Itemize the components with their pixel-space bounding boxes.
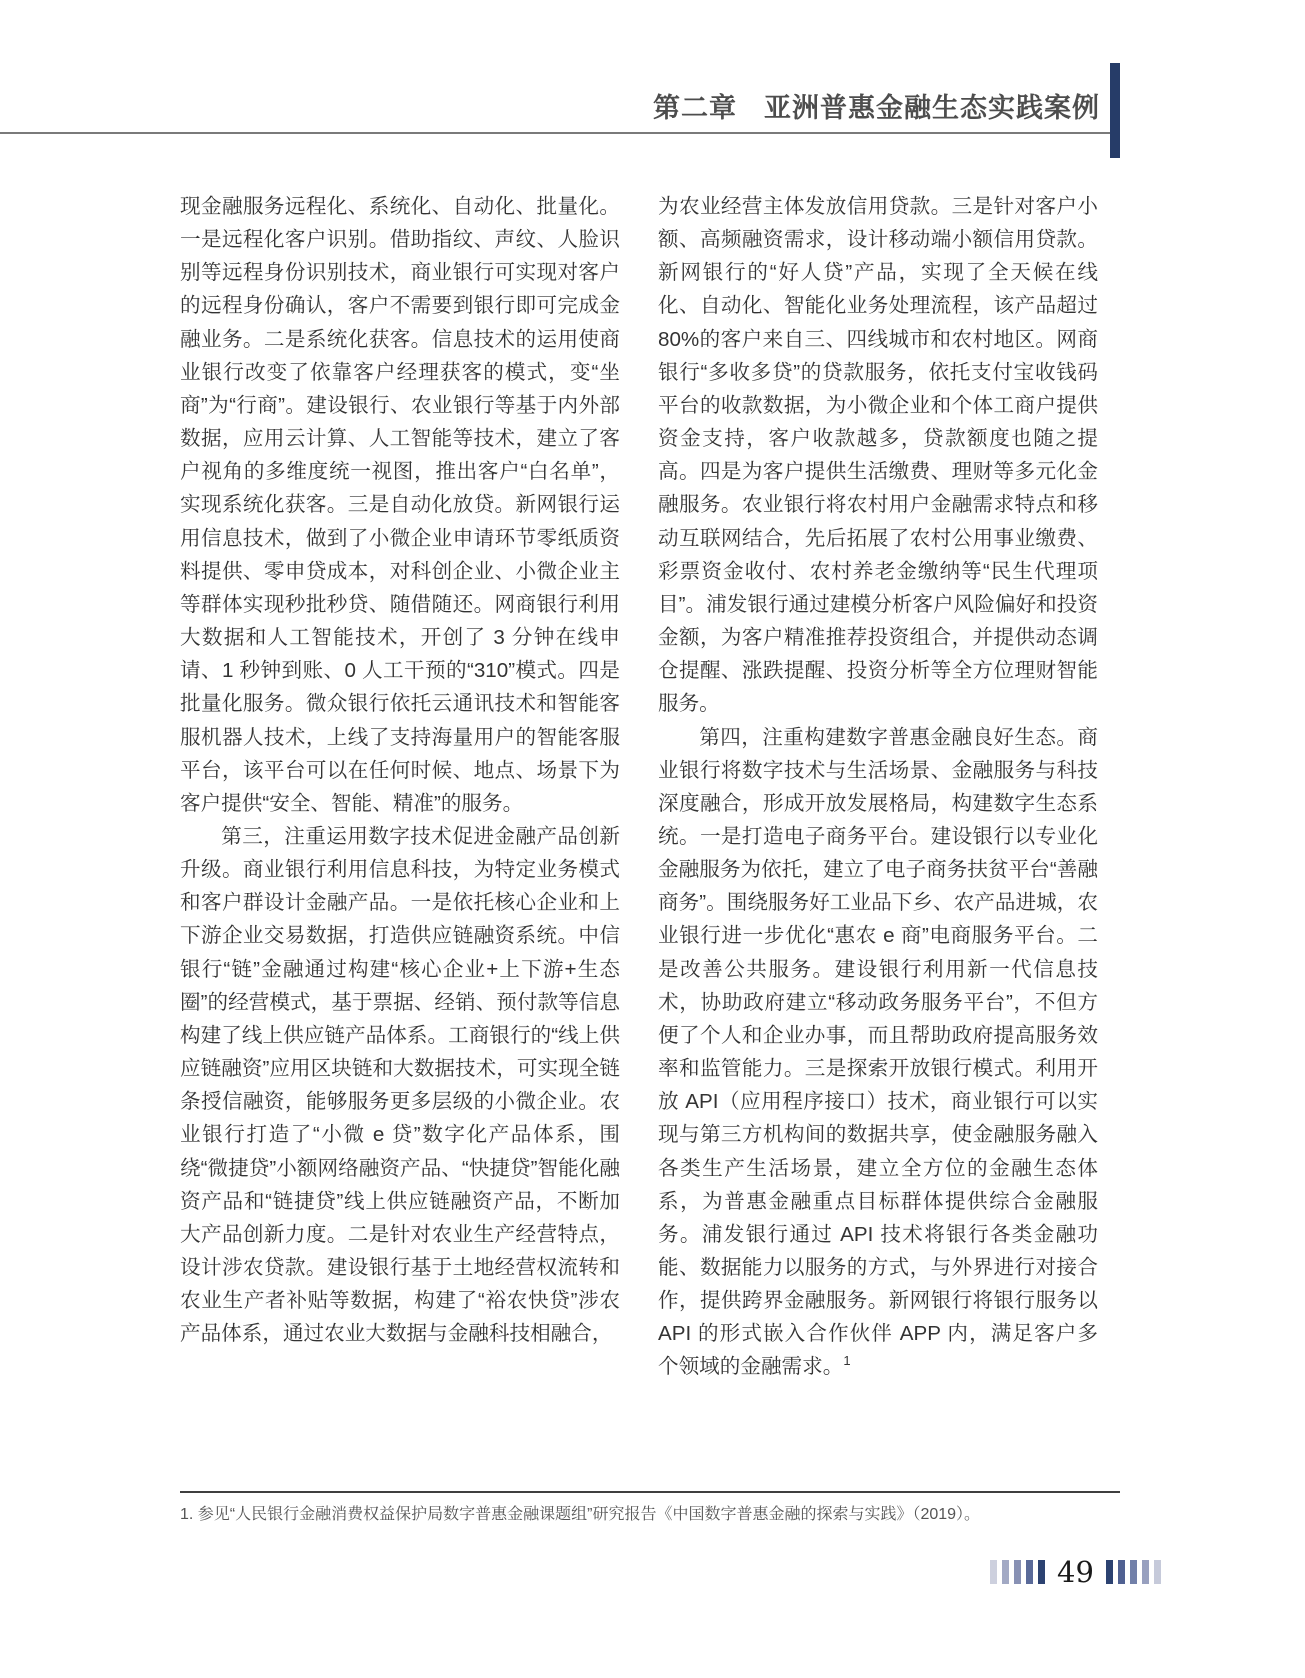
footer-bar (990, 1560, 997, 1584)
footnote: 1. 参见“人民银行金融消费权益保护局数字普惠金融课题组”研究报告《中国数字普惠金融的探索与实践》（2019）。 (180, 1506, 981, 1523)
paragraph: 第三，注重运用数字技术促进金融产品创新升级。商业银行利用信息科技，为特定业务模式和客户群设计金融产品。一是依托核心企业和上下游企业交易数据，打造供应链融资系统。中信银行“链”金融通过构建“核心企业+上下游+生态圈”的经营模式，基于票据、经销、预付款等信息构建了线上供应链产品体系。工商银行的“线上供应链融资”应用区块链和大数据技术，可实现全链条授信融资，能够服务更多层级的小微企业。农业银行打造了“小微 e 贷”数字化产品体系，围绕“微捷贷”小额网络融资产品、“快捷贷”智能化融资产品和“链捷贷”线上供应链融资产品，不断加大产品创新力度。二是针对农业生产经营特点，设计涉农贷款。建设银行基于土地经营权流转和农业生产者补贴等数据，构建了“裕农快贷”涉农产品体系，通过农业大数据与金融科技相融合， (180, 824, 620, 1346)
footer-bar (1002, 1560, 1009, 1584)
footer-bars-left (990, 1560, 1045, 1584)
footer-bar (1130, 1560, 1137, 1584)
chapter-header (653, 86, 1100, 125)
footnote-ref-superscript: 1 (843, 1353, 851, 1369)
footer-bar (1118, 1560, 1125, 1584)
footer-bar (1142, 1560, 1149, 1584)
footer-bars-right (1106, 1560, 1161, 1584)
footer-bar (1154, 1560, 1161, 1584)
footer-bar (1014, 1560, 1021, 1584)
paragraph: 第四，注重构建数字普惠金融良好生态。商业银行将数字技术与生活场景、金融服务与科技深度融合，形成开放发展格局，构建数字生态系统。一是打造电子商务平台。建设银行以专业化金融服务为依托，建立了电子商务扶贫平台“善融商务”。围绕服务好工业品下乡、农产品进城，农业银行进一步优化“惠农 e 商”电商服务平台。二是改善公共服务。建设银行利用新一代信息技术，协助政府建立“移动政务服务平台”，不但方便了个人和企业办事，而且帮助政府提高服务效率和监管能力。三是探索开放银行模式。利用开放 API（应用程序接口）技术，商业银行可以实现与第三方机构间的数据共享，使金融服务融入各类生产生活场景，建立全方位的金融生态体系，为普惠金融重点目标群体提供综合金融服务。浦发银行通过 API 技术将银行各类金融功能、数据能力以服务的方式，与外界进行对接合作，提供跨界金融服务。新网银行将银行服务以 API 的形式嵌入合作伙伴 APP 内，满足客户多个领域的金融需求。$^1$ (658, 725, 1098, 1379)
footer-bar (1106, 1560, 1113, 1584)
chapter-label: 第二章 (653, 93, 737, 123)
page-footer (990, 1555, 1161, 1589)
footer-bar (1038, 1560, 1045, 1584)
footnote-divider (180, 1491, 1120, 1493)
footer-bar (1026, 1560, 1033, 1584)
left-column (180, 190, 620, 1350)
paragraph: 为农业经营主体发放信用贷款。三是针对客户小额、高频融资需求，设计移动端小额信用贷款。新网银行的“好人贷”产品，实现了全天候在线化、自动化、智能化业务处理流程，该产品超过 80%的客户来自三、四线城市和农村地区。网商银行“多收多贷”的贷款服务，依托支付宝收钱码平台的收款数据，为小微企业和个体工商户提供资金支持，客户收款越多，贷款额度也随之提高。四是为客户提供生活缴费、理财等多元化金融服务。农业银行将农村用户金融需求特点和移动互联网结合，先后拓展了农村公用事业缴费、彩票资金收付、农村养老金缴纳等“民生代理项目”。浦发银行通过建模分析客户风险偏好和投资金额，为客户精准推荐投资组合，并提供动态调仓提醒、涨跌提醒、投资分析等全方位理财智能服务。 (658, 195, 1098, 716)
header-rule (0, 132, 1110, 134)
page-number: 49 (1057, 1555, 1094, 1589)
header-accent-bar (1110, 63, 1120, 158)
paragraph: 现金融服务远程化、系统化、自动化、批量化。一是远程化客户识别。借助指纹、声纹、人脸识别等远程身份识别技术，商业银行可实现对客户的远程身份确认，客户不需要到银行即可完成金融业务。二是系统化获客。信息技术的运用使商业银行改变了依靠客户经理获客的模式，变“坐商”为“行商”。建设银行、农业银行等基于内外部数据，应用云计算、人工智能等技术，建立了客户视角的多维度统一视图，推出客户“白名单”，实现系统化获客。三是自动化放贷。新网银行运用信息技术，做到了小微企业申请环节零纸质资料提供、零申贷成本，对科创企业、小微企业主等群体实现秒批秒贷、随借随还。网商银行利用大数据和人工智能技术，开创了 3 分钟在线申请、1 秒钟到账、0 人工干预的“310”模式。四是批量化服务。微众银行依托云通讯技术和智能客服机器人技术，上线了支持海量用户的智能客服平台，该平台可以在任何时候、地点、场景下为客户提供“安全、智能、精准”的服务。 (180, 195, 620, 815)
chapter-title: 亚洲普惠金融生态实践案例 (764, 93, 1100, 123)
right-column (658, 190, 1098, 1384)
